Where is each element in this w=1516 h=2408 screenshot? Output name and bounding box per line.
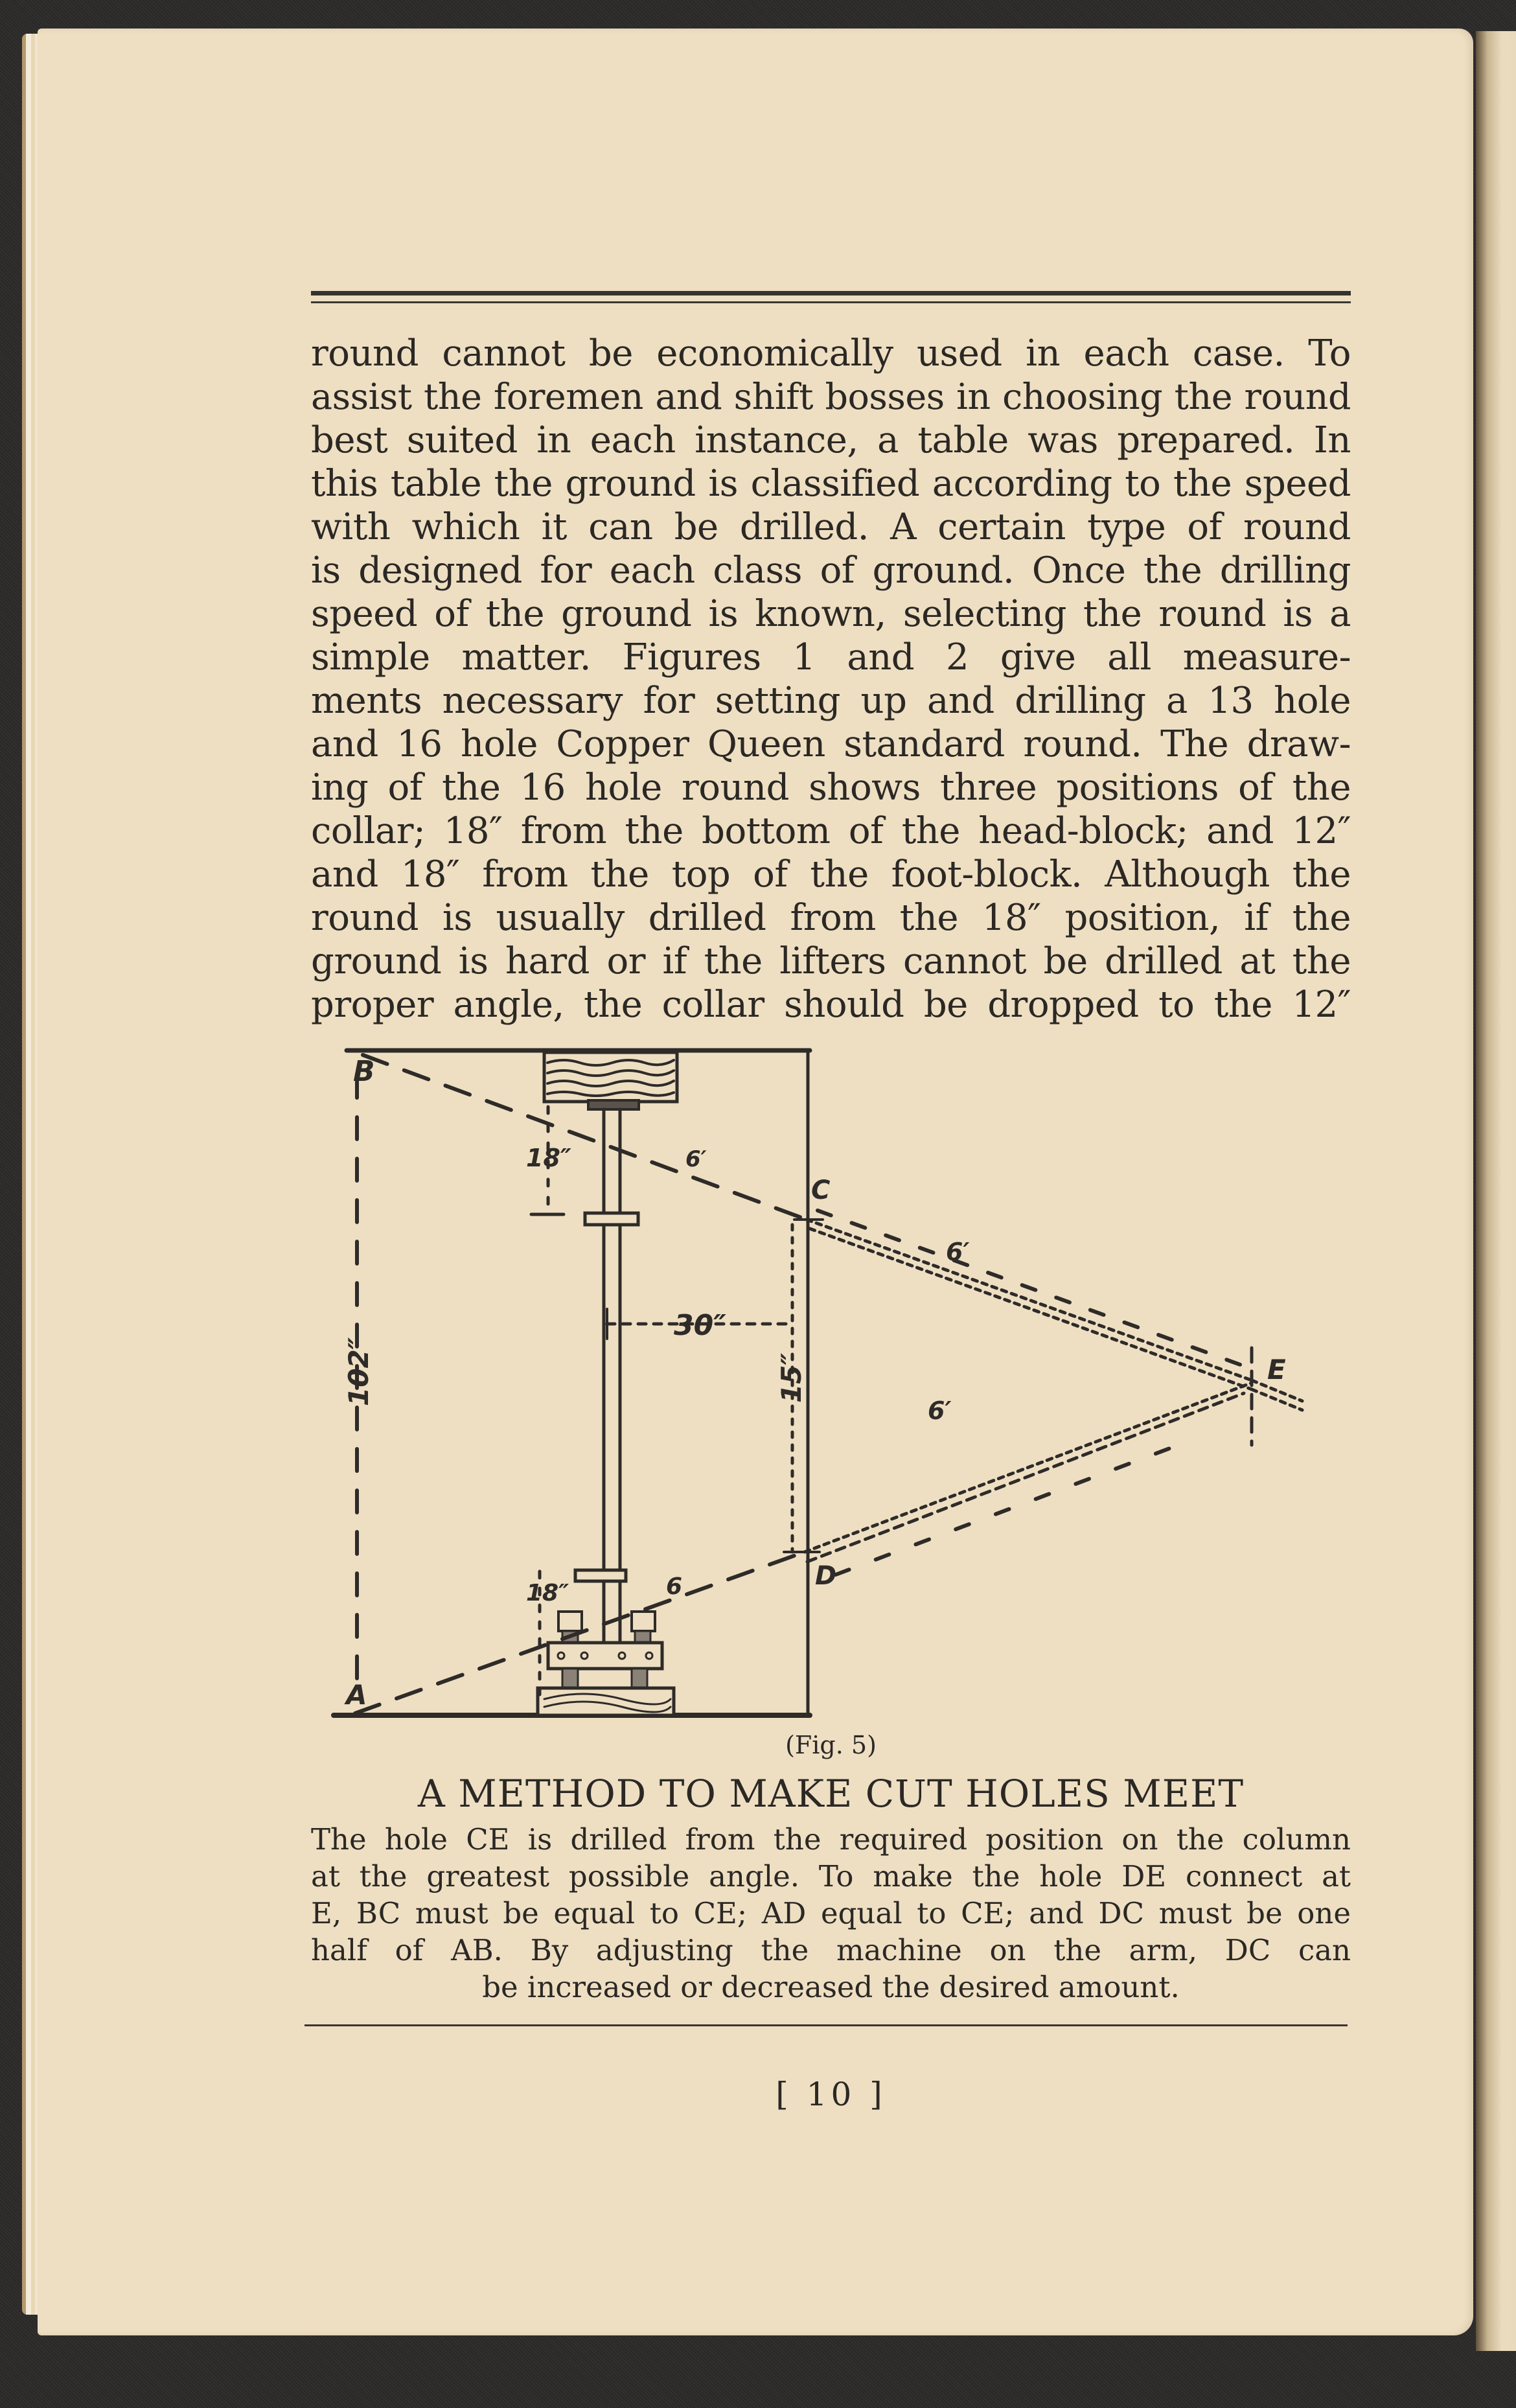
label-point-a: A [346, 1679, 367, 1711]
bottom-collar [575, 1570, 626, 1581]
label-point-e: E [1267, 1354, 1286, 1385]
label-height-102: 102″ [343, 1337, 374, 1406]
top-collar [585, 1213, 638, 1225]
header-rule-thin [311, 301, 1351, 303]
figure-caption: (Fig. 5) [785, 1731, 877, 1759]
body-line: is designed for each class of ground. Once the drilling [311, 550, 1351, 592]
body-line: and 16 hole Copper Queen standard round. The draw- [311, 723, 1351, 765]
body-line: round is usually drilled from the 18″ position, if the [311, 897, 1351, 939]
body-line: and 18″ from the top of the foot-block. Although the [311, 853, 1351, 896]
label-point-c: C [811, 1175, 831, 1205]
page-number: [ 10 ] [775, 2076, 886, 2113]
body-line: simple matter. Figures 1 and 2 give all measure- [311, 636, 1351, 678]
label-point-b: B [353, 1055, 375, 1088]
body-line: ing of the 16 hole round shows three positions of the [311, 767, 1351, 809]
body-line: proper angle, the collar should be dropped to the 12″ [311, 984, 1351, 1026]
label-lower-18: 18″ [526, 1580, 569, 1606]
label-upper-18: 18″ [526, 1144, 571, 1172]
section-heading: A METHOD TO MAKE CUT HOLES MEET [417, 1772, 1245, 1816]
hole-ce [807, 1210, 1302, 1410]
body-line: assist the foremen and shift bosses in choosing the round [311, 376, 1351, 418]
body-line: ments necessary for setting up and drilling a 13 hole [311, 680, 1351, 722]
head-block [544, 1052, 677, 1109]
figure-drill-column-diagram [311, 1030, 1348, 1730]
next-page-edge [1476, 31, 1516, 2351]
header-rule-thick [311, 291, 1351, 295]
section-description [311, 1821, 1351, 2006]
label-point-d: D [815, 1561, 837, 1591]
foot-block [538, 1688, 674, 1715]
label-length-bc: 6′ [685, 1146, 707, 1172]
body-line: collar; 18″ from the bottom of the head-block; and 12″ [311, 810, 1351, 852]
label-length-de: 6′ [928, 1396, 952, 1425]
body-line: this table the ground is classified according to the speed [311, 463, 1351, 505]
body-line: ground is hard or if the lifters cannot be drilled at the [311, 940, 1351, 982]
label-length-ad: 6 [666, 1573, 683, 1600]
hole-de [805, 1383, 1252, 1575]
description-line: be increased or decreased the desired amount. [482, 1970, 1180, 2004]
label-horizontal-30: 30″ [674, 1309, 726, 1342]
body-paragraph [311, 332, 1351, 1026]
body-line: with which it can be drilled. A certain type of round [311, 506, 1351, 548]
body-line: speed of the ground is known, selecting the round is a [311, 593, 1351, 635]
description-line: The hole CE is drilled from the required position on the column [311, 1822, 1351, 1857]
description-line: E, BC must be equal to CE; AD equal to CE; and DC must be one [311, 1896, 1351, 1930]
description-line: at the greatest possible angle. To make the hole DE connect at [311, 1859, 1351, 1893]
body-line: best suited in each instance, a table was prepared. In [311, 419, 1351, 461]
label-vertical-15: 15″ [775, 1352, 807, 1403]
description-line: half of AB. By adjusting the machine on the arm, DC can [311, 1933, 1351, 1967]
footer-rule [304, 2024, 1348, 2026]
body-line: round cannot be economically used in each case. To [311, 332, 1351, 375]
label-length-ce: 6′ [946, 1238, 970, 1266]
